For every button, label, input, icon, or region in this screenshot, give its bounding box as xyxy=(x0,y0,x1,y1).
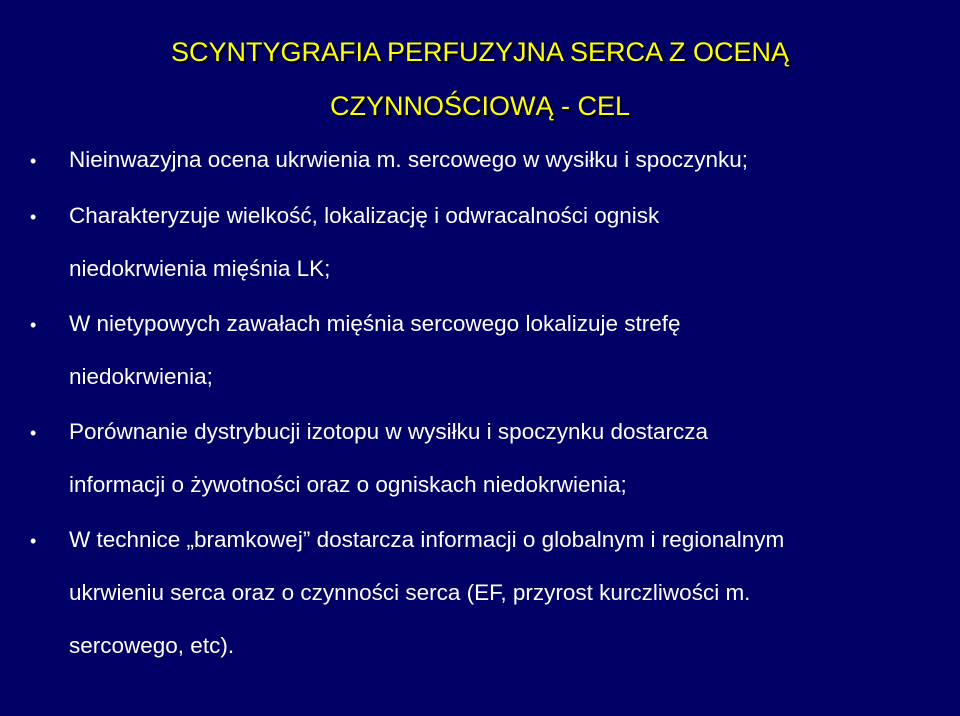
list-item-line: Nieinwazyjna ocena ukrwienia m. sercowego w wysiłku i spoczynku; xyxy=(69,147,749,172)
list-item-line: Charakteryzuje wielkość, lokalizację i odwracalności ognisk xyxy=(69,203,660,228)
slide-title-line-2: CZYNNOŚCIOWĄ - CEL xyxy=(329,91,631,121)
bullet-marker: • xyxy=(30,423,37,443)
list-item-line: informacji o żywotności oraz o ogniskach niedokrwienia; xyxy=(69,472,627,497)
list-item-line: W nietypowych zawałach mięśnia sercowego lokalizuje strefę xyxy=(69,311,681,336)
slide-title-line-1: SCYNTYGRAFIA PERFUZYJNA SERCA Z OCENĄ xyxy=(170,37,790,67)
bullet-marker: • xyxy=(30,207,37,227)
bullet-marker: • xyxy=(30,151,37,171)
list-item-line: ukrwieniu serca oraz o czynności serca (EF, przyrost kurczliwości m. xyxy=(69,580,751,605)
list-item-line: W technice „bramkowej” dostarcza informacji o globalnym i regionalnym xyxy=(69,527,785,552)
list-item-line: niedokrwienia mięśnia LK; xyxy=(69,256,331,281)
bullet-marker: • xyxy=(30,531,37,551)
bullet-marker: • xyxy=(30,315,37,335)
list-item-line: Porównanie dystrybucji izotopu w wysiłku i spoczynku dostarcza xyxy=(69,419,709,444)
list-item-line: sercowego, etc). xyxy=(69,633,235,658)
list-item-line: niedokrwienia; xyxy=(69,364,213,389)
